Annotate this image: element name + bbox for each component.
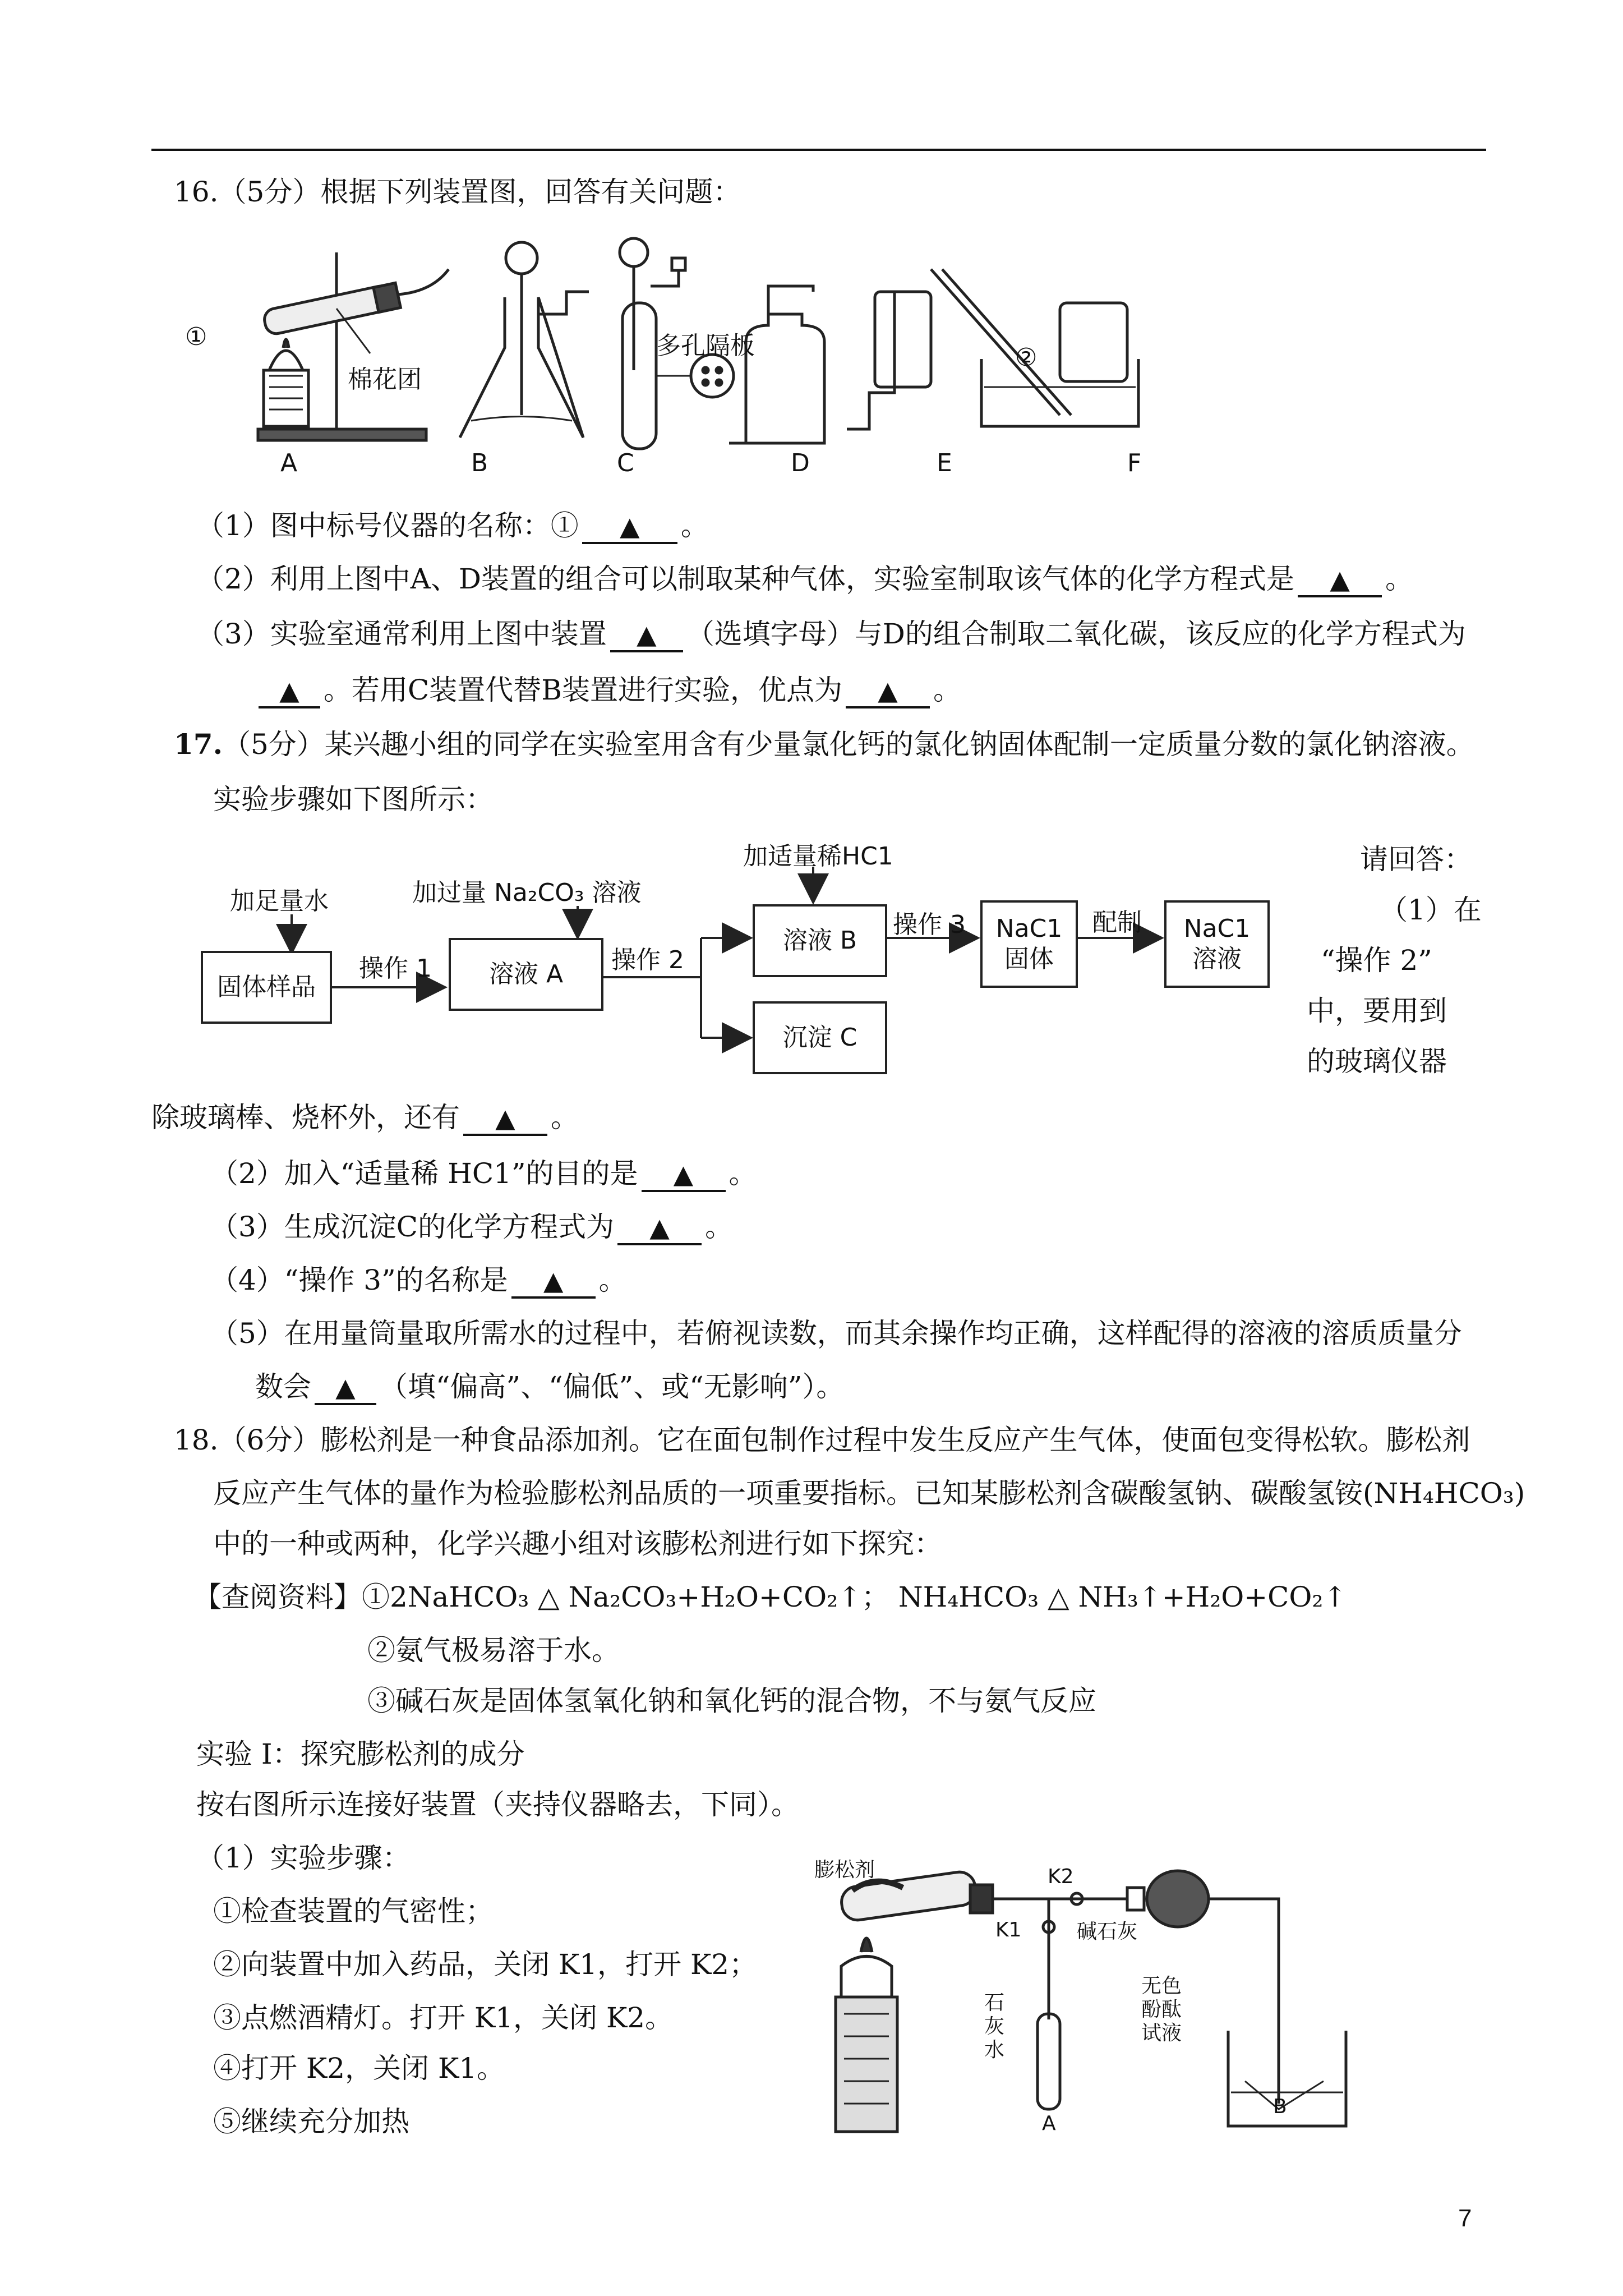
label-prepare: 配制 [1092, 908, 1142, 937]
label-add-hcl: 加适量稀HC1 [743, 842, 893, 871]
q16-part1-text: （1）图中标号仪器的名称：① [196, 509, 579, 542]
triangle-icon: ▲ [495, 1103, 515, 1133]
q17-part3-text: （3）生成沉淀C的化学方程式为 [210, 1211, 615, 1243]
box-nacl-solid [980, 900, 1078, 988]
q16-part3b-mid: 。若用C装置代替B装置进行实验，优点为 [324, 674, 842, 706]
q17-part5: （5）在用量筒量取所需水的过程中，若俯视读数，而其余操作均正确，这样配得的溶液的溶质质量分 [210, 1317, 1462, 1350]
label-k1: K1 [995, 1918, 1022, 1941]
limewater-3: 水 [984, 2039, 1005, 2062]
label-op2: 操作 2 [611, 946, 684, 974]
triangle-icon: ▲ [335, 1372, 356, 1402]
q17-side-1: 请回答： [1360, 843, 1472, 876]
q17-part2-end: 。 [728, 1157, 757, 1190]
label-f: F [1127, 449, 1142, 477]
label-leavening-agent: 膨松剂 [814, 1858, 875, 1881]
phenol-3: 试液 [1141, 2022, 1182, 2045]
q16-part1-end: 。 [680, 509, 709, 542]
cotton-label: 棉花团 [348, 365, 422, 394]
q17-part5b-text: 数会 [255, 1370, 311, 1403]
q18-experiment-note: 按右图所示连接好装置（夹持仪器略去，下同）。 [196, 1788, 799, 1821]
q17-title-text: （5分）某兴趣小组的同学在实验室用含有少量氯化钙的氯化钠固体配制一定质量分数的氯化钠溶液。 [223, 728, 1474, 761]
label-b: B [471, 449, 488, 477]
label-op1: 操作 1 [359, 954, 432, 983]
q17-part5b-end: （填“偏高”、“偏低”、或“无影响”）。 [380, 1370, 845, 1403]
label-k2: K2 [1048, 1865, 1074, 1888]
label-d: D [791, 449, 810, 477]
label-beaker-b: B [1273, 2095, 1287, 2118]
phenol-1: 无色 [1141, 1975, 1182, 1998]
q16-title: 16.（5分）根据下列装置图，回答有关问题： [174, 176, 741, 208]
q18-steps-title: （1）实验步骤： [196, 1842, 411, 1874]
label-a: A [280, 449, 298, 477]
q17-part3-end: 。 [705, 1211, 734, 1243]
triangle-icon: ▲ [620, 511, 640, 541]
q18-step-4: ④打开 K2，关闭 K1。 [213, 2052, 505, 2085]
triangle-icon: ▲ [1330, 564, 1350, 595]
q17-part1-end: 。 [551, 1101, 579, 1134]
q18-step-3: ③点燃酒精灯。打开 K1，关闭 K2。 [213, 2001, 674, 2034]
q17-part4-end: 。 [598, 1264, 627, 1296]
label-phenolphthalein [1141, 1975, 1182, 2045]
q17-answer-blank-5[interactable] [315, 1371, 376, 1405]
box-solid-sample: 固体样品 [201, 951, 332, 1024]
triangle-icon: ▲ [279, 675, 299, 706]
q17-part4-text: （4）“操作 3”的名称是 [210, 1264, 508, 1296]
q16-part3b-end: 。 [933, 674, 961, 706]
q17-side-5: 的玻璃仪器 [1307, 1045, 1447, 1078]
q18-step-5: ⑤继续充分加热 [213, 2105, 409, 2138]
triangle-icon: ▲ [673, 1159, 694, 1189]
q17-line2: 实验步骤如下图所示： [213, 783, 494, 816]
label-tube-a: A [1042, 2112, 1056, 2135]
q17-side-3: “操作 2” [1321, 944, 1432, 977]
limewater-1: 石 [984, 1991, 1005, 2014]
q18-apparatus-figure [796, 1846, 1402, 2137]
box-nacl-solution [1164, 900, 1270, 988]
label-soda-lime: 碱石灰 [1077, 1920, 1138, 1943]
marker-1: ① [185, 323, 208, 351]
q18-line3: 中的一种或两种，化学兴趣小组对该膨松剂进行如下探究： [213, 1527, 942, 1560]
q18-step-2: ②向装置中加入药品，关闭 K1，打开 K2； [213, 1948, 758, 1981]
triangle-icon: ▲ [878, 675, 898, 706]
box-solution-b: 溶液 B [753, 904, 887, 977]
q17-part2-text: （2）加入“适量稀 HC1”的目的是 [210, 1157, 638, 1190]
q17-part1-text: 除玻璃棒、烧杯外，还有 [151, 1101, 460, 1134]
label-e: E [937, 449, 952, 477]
q17-part5b [255, 1369, 844, 1405]
label-c: C [617, 449, 634, 477]
q17-part1 [151, 1099, 579, 1136]
triangle-icon: ▲ [649, 1212, 670, 1243]
box-solution-a: 溶液 A [449, 938, 603, 1011]
q16-part2-end: 。 [1385, 563, 1414, 595]
q18-reference-3: ③碱石灰是固体氢氧化钠和氧化钙的混合物，不与氨气反应 [367, 1685, 1096, 1717]
q17-side-4: 中，要用到 [1307, 995, 1447, 1027]
q16-part3-text: （3）实验室通常利用上图中装置 [196, 618, 607, 650]
q17-answer-blank-4[interactable] [511, 1264, 596, 1299]
reference-label: 【查阅资料】 [193, 1581, 362, 1613]
q18-reference [193, 1579, 1347, 1615]
reference-item-1: ①2NaHCO₃ △ Na₂CO₃+H₂O+CO₂↑； NH₄HCO₃ △ NH₃↑+H₂O+CO₂↑ [362, 1581, 1347, 1613]
q17-side-2: （1）在 [1380, 894, 1482, 926]
label-op3: 操作 3 [893, 910, 966, 939]
label-limewater [984, 1991, 1007, 2062]
label-add-water: 加足量水 [230, 887, 329, 915]
q17-part3 [210, 1209, 733, 1245]
porous-plate-label: 多孔隔板 [656, 332, 755, 360]
q16-part3-mid: （选填字母）与D的组合制取二氧化碳，该反应的化学方程式为 [686, 618, 1466, 650]
nacl-solution-line2: 溶液 [1192, 945, 1242, 973]
box-precipitate-c: 沉淀 C [753, 1001, 887, 1074]
nacl-solid-line1: NaC1 [995, 914, 1063, 943]
q17-part4 [210, 1262, 627, 1299]
q17-number: 17. [174, 728, 223, 761]
nacl-solution-line1: NaC1 [1183, 914, 1251, 943]
page-number: 7 [1458, 2205, 1472, 2232]
q18-line1: 18.（6分）膨松剂是一种食品添加剂。它在面包制作过程中发生反应产生气体，使面包变得松软。膨松剂 [174, 1424, 1470, 1456]
phenol-2: 酚酞 [1141, 1998, 1182, 2021]
q18-experiment-title: 实验 I：探究膨松剂的成分 [196, 1738, 525, 1770]
limewater-2: 灰 [984, 2015, 1005, 2038]
nacl-solid-line2: 固体 [1004, 945, 1054, 973]
q17-part2 [210, 1156, 757, 1192]
q18-step-1: ①检查装置的气密性； [213, 1895, 494, 1927]
q17-answer-blank-1[interactable] [463, 1102, 547, 1136]
label-add-na2co3: 加过量 Na₂CO₃ 溶液 [412, 878, 642, 907]
q18-reference-2: ②氨气极易溶于水。 [367, 1634, 620, 1667]
triangle-icon: ▲ [543, 1266, 564, 1296]
q17-answer-blank-2[interactable] [642, 1158, 726, 1192]
marker-2: ② [1015, 343, 1038, 372]
triangle-icon: ▲ [637, 619, 657, 650]
q18-line2: 反应产生气体的量作为检验膨松剂品质的一项重要指标。已知某膨松剂含碳酸氢钠、碳酸氢铵(NH₄HCO₃) [213, 1477, 1525, 1510]
q17-answer-blank-3[interactable] [617, 1211, 702, 1245]
q16-part2-text: （2）利用上图中A、D装置的组合可以制取某种气体，实验室制取该气体的化学方程式是 [196, 563, 1295, 595]
